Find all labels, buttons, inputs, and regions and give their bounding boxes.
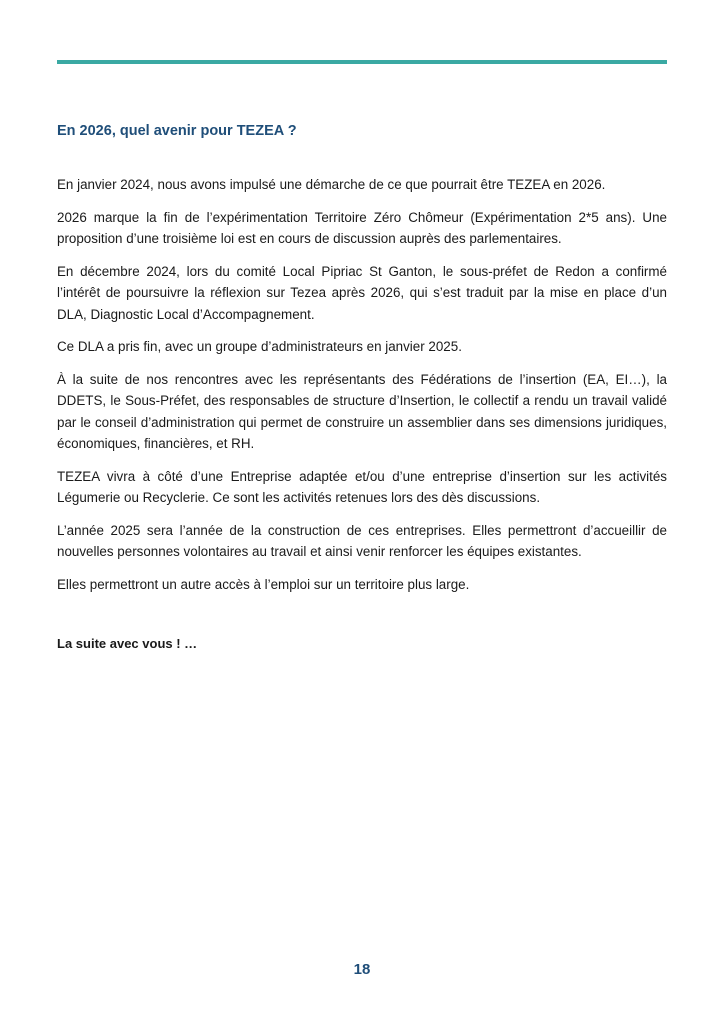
- paragraph-7: L’année 2025 sera l’année de la construction de ces entreprises. Elles permettront d’accueillir de nouvelles personnes volontaires au travail et ainsi venir renforcer les équipes existantes.: [57, 522, 667, 559]
- page-number: 18: [353, 961, 371, 978]
- paragraph-6: TEZEA vivra à côté d’une Entreprise adaptée et/ou d’une entreprise d’insertion sur les activités Légumerie ou Recyclerie. Ce sont les activités retenues lors des dès discussions.: [57, 468, 667, 505]
- paragraph-4: Ce DLA a pris fin, avec un groupe d’administrateurs en janvier 2025.: [57, 339, 462, 354]
- body-text: [57, 174, 667, 606]
- paragraph-8: Elles permettront un autre accès à l’emploi sur un territoire plus large.: [57, 576, 470, 592]
- closing-line: La suite avec vous ! …: [57, 636, 198, 651]
- header-rule: [57, 60, 667, 64]
- paragraph-2: 2026 marque la fin de l’expérimentation Territoire Zéro Chômeur (Expérimentation 2*5 ans). Une proposition d’une troisième loi est en cours de discussion auprès des parlementaires.: [57, 209, 667, 246]
- paragraph-5: À la suite de nos rencontres avec les représentants des Fédérations de l’insertion (EA, EI…), la DDETS, le Sous-Préfet, des responsables de structure d’Insertion, le collectif a rendu un travail validé par le conseil d’administration qui permet de construire un assemblier dans ses dimensions juridiques, économiques, financières, et RH.: [57, 371, 667, 451]
- paragraph-1: En janvier 2024, nous avons impulsé une démarche de ce que pourrait être TEZEA en 2026.: [57, 177, 606, 192]
- paragraph-3: En décembre 2024, lors du comité Local Pipriac St Ganton, le sous-préfet de Redon a confirmé l’intérêt de poursuivre la réflexion sur Tezea après 2026, qui s’est traduit par la mise en place d’un DLA, Diagnostic Local d’Accompagnement.: [57, 263, 667, 322]
- section-heading: En 2026, quel avenir pour TEZEA ?: [57, 123, 297, 139]
